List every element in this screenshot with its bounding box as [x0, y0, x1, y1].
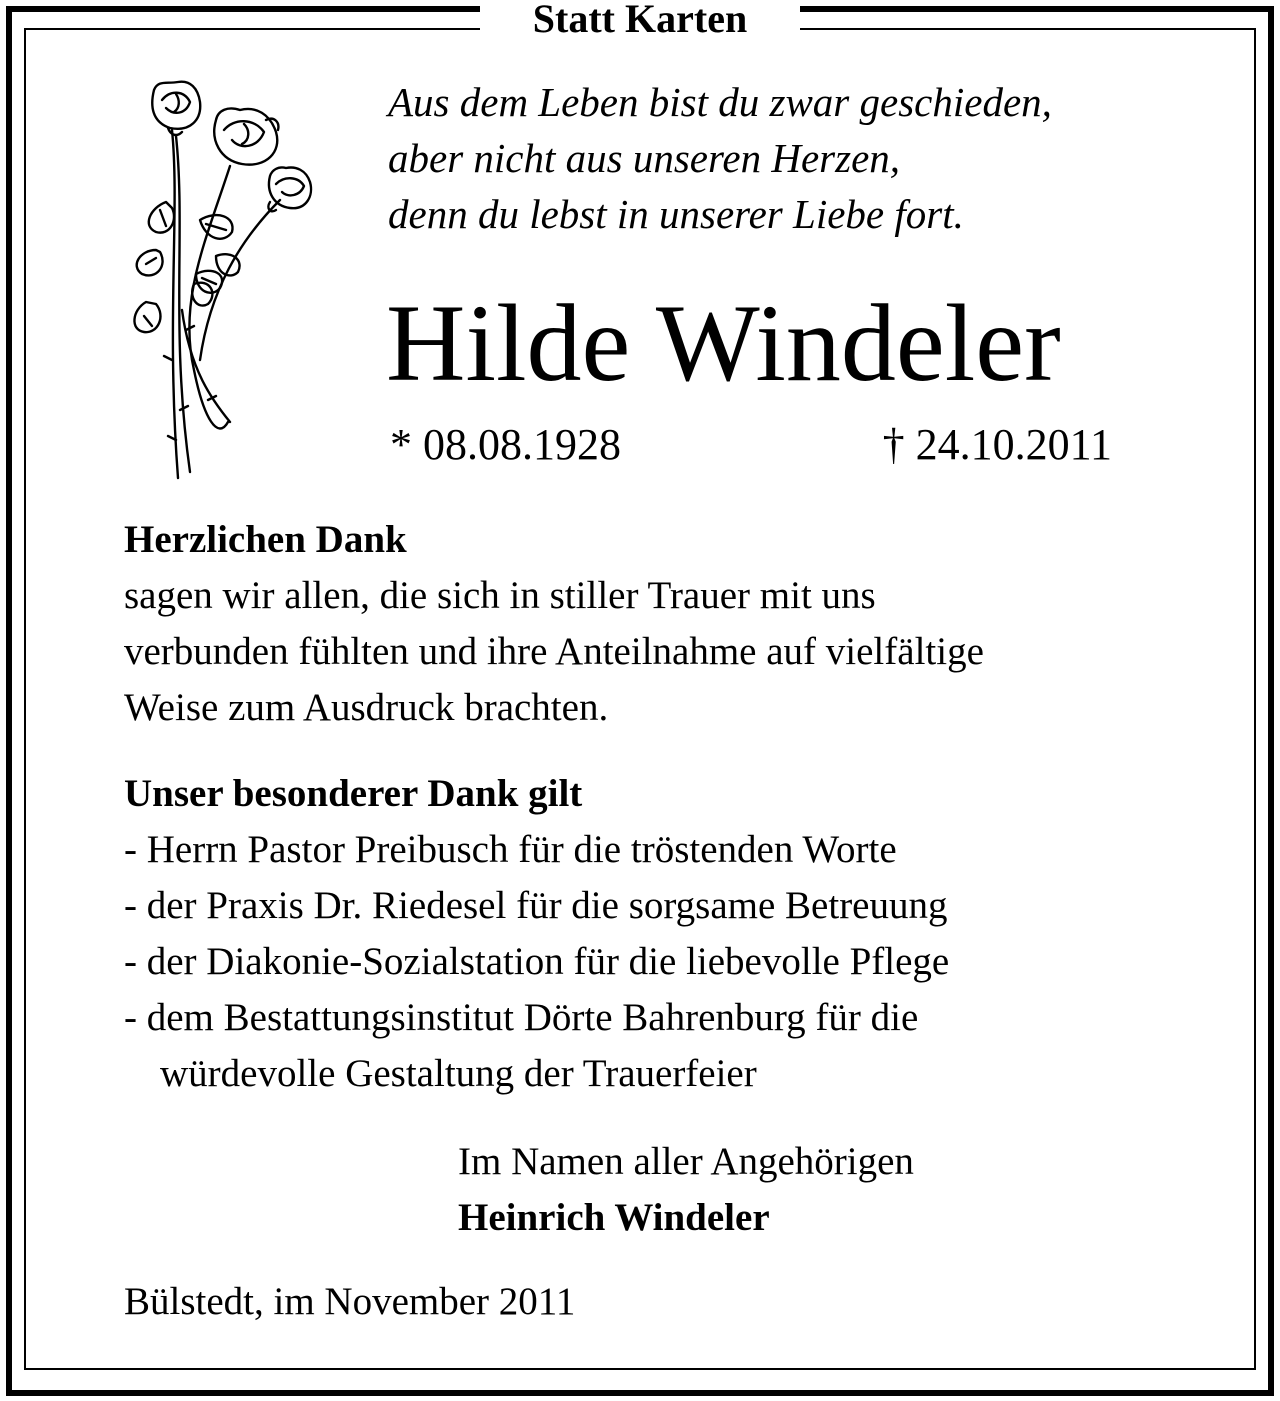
thanks-heading: Herzlichen Dank [124, 518, 407, 561]
birth-date: * 08.08.1928 [390, 420, 621, 469]
signature-name: Heinrich Windeler [458, 1196, 770, 1239]
header-label: Statt Karten [480, 0, 800, 42]
poem-line: aber nicht aus unseren Herzen, [388, 135, 901, 181]
roses-icon [120, 70, 330, 490]
signature-block [458, 1134, 914, 1246]
death-date: † 24.10.2011 [882, 420, 1112, 469]
special-thanks-heading: Unser besonderer Dank gilt [124, 772, 583, 815]
signature-intro: Im Namen aller Angehörigen [458, 1140, 914, 1183]
special-thanks-continuation: würdevolle Gestaltung der Trauerfeier [160, 1052, 757, 1095]
thanks-line: sagen wir allen, die sich in stiller Trauer mit uns [124, 574, 876, 617]
special-thanks-item: - dem Bestattungsinstitut Dörte Bahrenburg für die [124, 996, 919, 1039]
poem-line: denn du lebst in unserer Liebe fort. [388, 191, 964, 237]
poem [388, 74, 1052, 242]
special-thanks-item: - Herrn Pastor Preibusch für die tröstenden Worte [124, 828, 897, 871]
thanks-line: Weise zum Ausdruck brachten. [124, 686, 609, 729]
deceased-name: Hilde Windeler [386, 282, 1061, 404]
place-date: Bülstedt, im November 2011 [124, 1280, 576, 1323]
thanks-section [124, 512, 984, 736]
special-thanks-item: - der Diakonie-Sozialstation für die liebevolle Pflege [124, 940, 950, 983]
poem-line: Aus dem Leben bist du zwar geschieden, [388, 79, 1052, 125]
special-thanks-section [124, 766, 949, 1102]
special-thanks-item: - der Praxis Dr. Riedesel für die sorgsame Betreuung [124, 884, 948, 927]
thanks-line: verbunden fühlten und ihre Anteilnahme auf vielfältige [124, 630, 984, 673]
